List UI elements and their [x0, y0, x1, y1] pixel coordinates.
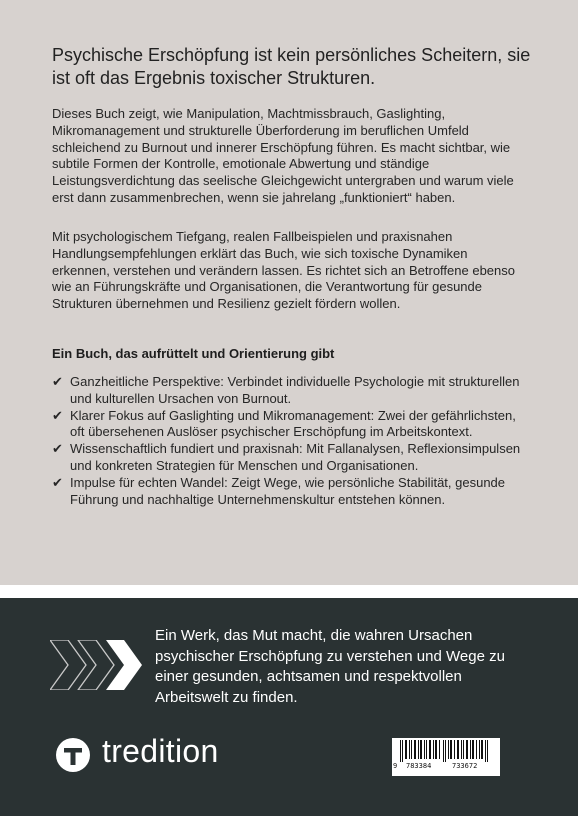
isbn-barcode — [392, 738, 500, 776]
tagline: Ein Werk, das Mut macht, die wahren Ursachen psychischer Erschöpfung zu verstehen und Wege zu einer gesunden, achtsamen und respektvollen Arbeitswelt zu finden. — [155, 627, 505, 706]
tredition-logo-icon — [55, 737, 91, 773]
list-item — [52, 475, 522, 509]
checkmark-icon: ✔ — [52, 441, 63, 457]
list-item-text: Ganzheitliche Perspektive: Verbindet individuelle Psychologie mit strukturellen und kulturellen Ursachen von Burnout. — [70, 374, 520, 406]
checkmark-icon: ✔ — [52, 407, 63, 423]
description-paragraph-1: Dieses Buch zeigt, wie Manipulation, Machtmissbrauch, Gaslighting, Mikromanagement und strukturelle Überforderung im beruflichen Umfeld schleichend zu Burnout und innerer Erschöpfung führen. Es macht sichtbar, wie subtile Formen der Kontrolle, emotionale Abwertung und ständige Leistungsverdichtung das seelische Gleichgewicht untergraben und warum viele erst dann zusammenbrechen, wenn sie jahrelang „funktioniert“ haben. — [52, 106, 514, 205]
list-item — [52, 408, 522, 442]
section-subheading: Ein Buch, das aufrüttelt und Orientierung gibt — [52, 346, 335, 361]
list-item-text: Klarer Fokus auf Gaslighting und Mikromanagement: Zwei der gefährlichsten, oft übersehenen Auslöser psychischer Erschöpfung im Arbeitskontext. — [70, 407, 516, 440]
triple-chevron-right-icon — [50, 640, 142, 690]
checkmark-icon: ✔ — [52, 474, 63, 490]
feature-list — [52, 374, 522, 508]
description-paragraph-2: Mit psychologischem Tiefgang, realen Fallbeispielen und praxisnahen Handlungsempfehlungen erklärt das Buch, wie sich toxische Dynamiken erkennen, verstehen und verändern lassen. Es richtet sich an Betroffene ebenso wie an Führungskräfte und Organisationen, die Verantwortung für gesunde Strukturen übernehmen und Resilienz gezielt fördern wollen. — [52, 229, 515, 312]
barcode-digits — [392, 760, 500, 774]
barcode-bars — [392, 738, 500, 762]
barcode-group-1: 783384 — [406, 762, 432, 770]
publisher-name: tredition — [102, 733, 219, 769]
headline: Psychische Erschöpfung ist kein persönliches Scheitern, sie ist oft das Ergebnis toxischer Strukturen. — [52, 45, 531, 88]
barcode-group-2: 733672 — [452, 762, 478, 770]
list-item-text: Wissenschaftlich fundiert und praxisnah: Mit Fallanalysen, Reflexionsimpulsen und konkreten Strategien für Menschen und Organisationen. — [70, 441, 521, 473]
barcode-prefix: 9 — [393, 762, 398, 770]
list-item — [52, 374, 522, 408]
checkmark-icon: ✔ — [52, 374, 63, 389]
list-item-text: Impulse für echten Wandel: Zeigt Wege, wie persönliche Stabilität, gesunde Führung und nachhaltige Unternehmenskultur entstehen können. — [70, 474, 506, 507]
list-item — [52, 441, 522, 475]
